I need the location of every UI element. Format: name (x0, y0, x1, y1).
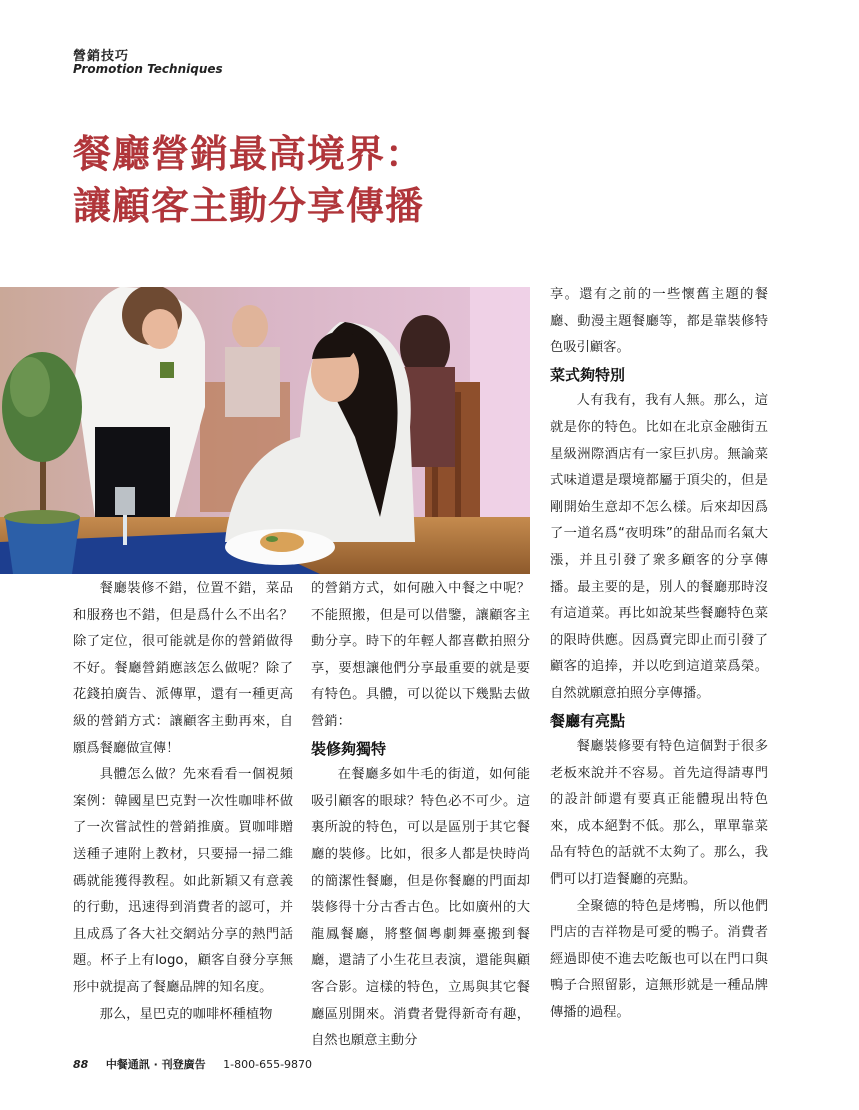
column1-paragraph-3: 那么，星巴克的咖啡杯種植物 (99, 1006, 273, 1022)
title-line-2: 讓顧客主動分享傳播 (73, 183, 425, 228)
publication-name: 中餐通訊 · 刊登廣告 (105, 1058, 206, 1071)
article-title (73, 128, 424, 232)
restaurant-photo (0, 287, 530, 574)
column1-paragraph-1: 餐廳裝修不錯，位置不錯，菜品和服務也不錯，但是爲什么不出名？除了定位，很可能就是你的營銷做得不好。餐廳營銷應該怎么做呢？除了花錢拍廣告、派傳單，還有一種更高級的營銷方式：讓顧客主動再來，自願爲餐廳做宣傳！ (73, 581, 293, 756)
article-column-1 (73, 576, 293, 1028)
column3-paragraph-1: 享。還有之前的一些懷舊主題的餐廳、動漫主題餐廳等，都是靠裝修特色吸引顧客。 (550, 287, 768, 356)
column2-paragraph-2: 在餐廳多如牛毛的街道，如何能吸引顧客的眼球？特色必不可少。這裏所說的特色，可以是區別于其它餐廳的裝修。比如，很多人都是快時尚的簡潔性餐廳，但是你餐廳的門面却裝修得十分古香古色。比如廣州的大龍鳳餐廳，將整個粵劇舞臺搬到餐廳，還請了小生花旦表演，還能與顧客合影。這樣的特色，立馬與其它餐廳區別開來。消費者覺得新奇有趣，自然也願意主動分 (311, 767, 530, 1049)
section-label-chinese: 營銷技巧 (73, 49, 130, 64)
article-column-2 (311, 576, 530, 1055)
column2-paragraph-1: 的營銷方式，如何融入中餐之中呢？不能照搬，但是可以借鑒，讓顧客主動分享。時下的年輕人都喜歡拍照分享，要想讓他們分享最重要的就是要有特色。具體，可以從以下幾點去做營銷： (311, 581, 530, 729)
column3-paragraph-3: 餐廳裝修要有特色這個對于很多老板來說并不容易。首先這得請專門的設計師還有要真正能體現出特色來，成本絕對不低。那么，單單靠菜品有特色的話就不太夠了。那么，我們可以打造餐廳的亮點。 (550, 739, 768, 888)
subheading-highlights: 餐廳有亮點 (550, 711, 626, 730)
subheading-unique-decor: 裝修夠獨特 (311, 739, 387, 758)
page-footer (73, 1056, 312, 1072)
column1-paragraph-2: 具體怎么做？先來看看一個視頻案例：韓國星巴克對一次性咖啡杯做了一次嘗試性的營銷推廣。買咖啡贈送種子連附上教材，只要掃一掃二維碼就能獲得教程。如此新穎又有意義的行動，迅速得到消費者的認可，并且成爲了各大社交網站分享的熱門話題。杯子上有logo，顧客自發分享無形中就提高了餐廳品牌的知名度。 (73, 767, 293, 995)
phone-number: 1-800-655-9870 (223, 1058, 313, 1071)
page-number: 88 (73, 1058, 89, 1071)
title-line-1: 餐廳營銷最高境界： (73, 131, 425, 176)
column3-paragraph-2: 人有我有，我有人無。那么，這就是你的特色。比如在北京金融街五星級洲際酒店有一家巨扒房。無論菜式味道還是環境都屬于頂尖的，但是剛開始生意却不怎么樣。后來却因爲了一道名爲“夜明珠”的甜品而名氣大漲，并且引發了衆多顧客的分享傳播。最主要的是，別人的餐廳那時沒有這道菜。再比如說某些餐廳特色菜的限時供應。因爲賣完即止而引發了顧客的追捧，并以吃到這道菜爲榮。自然就願意拍照分享傳播。 (550, 393, 768, 701)
section-label-english: Promotion Techniques (73, 62, 223, 76)
article-column-3 (550, 282, 768, 1027)
column3-paragraph-4: 全聚德的特色是烤鴨，所以他們門店的吉祥物是可愛的鴨子。消費者經過即使不進去吃飯也可以在門口與鴨子合照留影，這無形就是一種品牌傳播的過程。 (550, 898, 768, 1021)
subheading-special-dishes: 菜式夠特別 (550, 365, 626, 384)
